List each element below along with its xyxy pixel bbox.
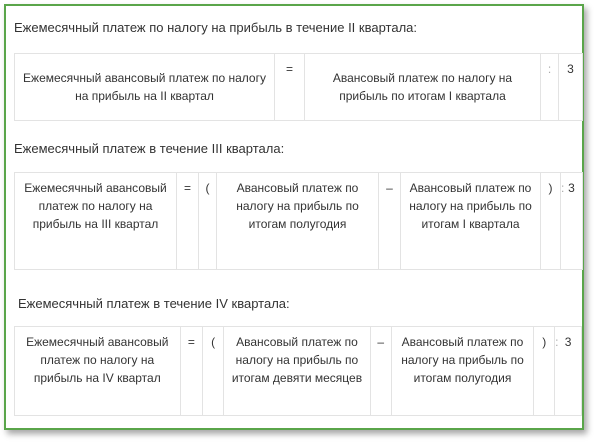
formula-cell-open-paren: ( — [199, 173, 217, 270]
formula-cell-divisor: 3 — [559, 54, 583, 121]
formula-cell-divisor: 3 — [555, 327, 582, 416]
formula-cell-result: Ежемесячный авансовый платеж по налогу на прибыль на III квартал — [15, 173, 177, 270]
formula-cell-equals: = — [180, 327, 203, 416]
formula-cell-close-paren: ) — [541, 173, 561, 270]
section-title-q2: Ежемесячный платеж по налогу на прибыль в течение II квартала: — [14, 20, 417, 35]
formula-cell-minus: – — [379, 173, 401, 270]
formula-cell-term: Авансовый платеж по налогу на прибыль по итогам I квартала — [305, 54, 541, 121]
formula-table-q4: Ежемесячный авансовый платеж по налогу на прибыль на IV квартал = ( Авансовый платеж по налогу на прибыль по итогам девяти месяцев – Авансовый платеж по налогу на прибыль по итогам полугодия ) : 3 — [14, 326, 582, 416]
formula-cell-divisor: 3 — [561, 173, 583, 270]
formula-cell-open-paren: ( — [203, 327, 224, 416]
formula-cell-term: Авансовый платеж по налогу на прибыль по итогам I квартала — [401, 173, 541, 270]
formula-card — [4, 4, 584, 430]
formula-cell-equals: = — [275, 54, 305, 121]
formula-cell-minus: – — [370, 327, 391, 416]
formula-cell-term: Авансовый платеж по налогу на прибыль по итогам девяти месяцев — [223, 327, 370, 416]
formula-cell-close-paren: ) — [534, 327, 555, 416]
formula-cell-term: Авансовый платеж по налогу на прибыль по итогам полугодия — [391, 327, 534, 416]
formula-cell-term: Авансовый платеж по налогу на прибыль по итогам полугодия — [217, 173, 379, 270]
formula-cell-result: Ежемесячный авансовый платеж по налогу на прибыль на II квартал — [15, 54, 275, 121]
formula-cell-result: Ежемесячный авансовый платеж по налогу на прибыль на IV квартал — [15, 327, 181, 416]
formula-table-q2 — [14, 53, 583, 121]
formula-table-q3: Ежемесячный авансовый платеж по налогу на прибыль на III квартал = ( Авансовый платеж по налогу на прибыль по итогам полугодия – Авансовый платеж по налогу на прибыль по итогам I квартала ) : 3 — [14, 172, 583, 270]
formula-cell-divide: : — [541, 54, 559, 121]
formula-cell-equals: = — [177, 173, 199, 270]
section-title-q4: Ежемесячный платеж в течение IV квартала: — [18, 296, 290, 311]
section-title-q3: Ежемесячный платеж в течение III квартала: — [14, 141, 285, 156]
